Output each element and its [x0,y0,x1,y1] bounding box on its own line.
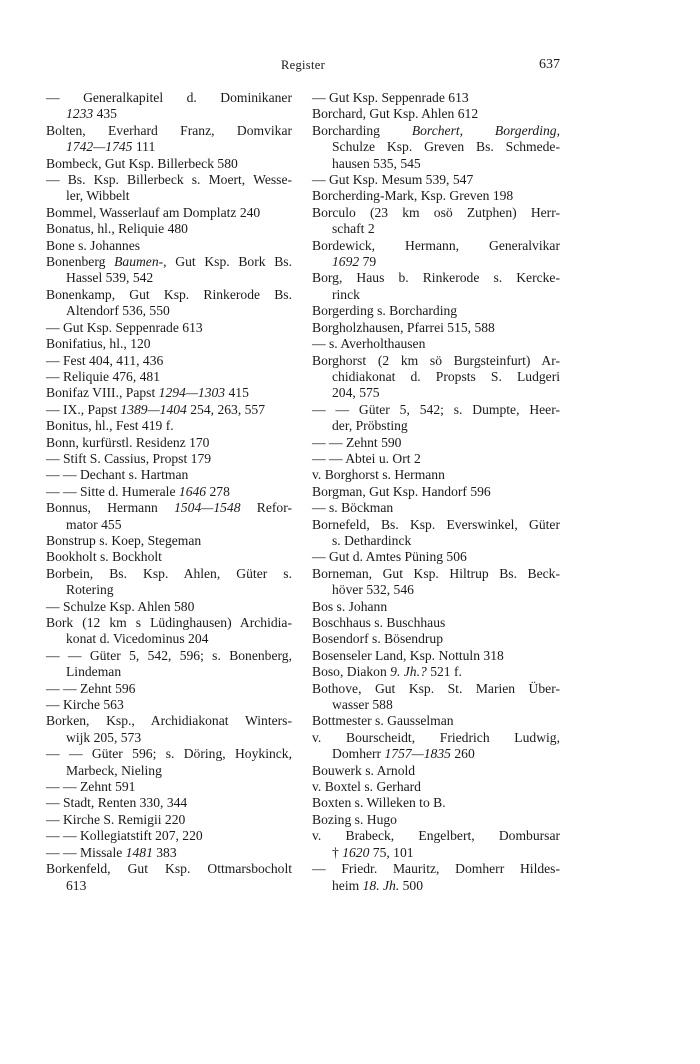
entry-continuation-line: Rotering [66,582,114,598]
entry-headword-line: — — Güter 5, 542; s. Dumpte, Heer- [312,401,560,417]
entry-headword-line: Boschhaus s. Buschhaus [312,615,446,630]
entry-headword-line: — — Dechant s. Hartman [46,467,189,483]
register-entry [46,746,292,779]
entry-headword-line: — — Güter 5, 542, 596; s. Bonenberg, [46,647,292,663]
entry-headword-line: Bookholt s. Bockholt [46,549,162,565]
register-entry [46,845,292,861]
entry-continuation-line: 1742—1745 111 [66,139,156,155]
register-entry [312,517,560,550]
register-entry [46,467,292,483]
register-entry [46,287,292,320]
register-entry [46,648,292,681]
entry-headword-line: — — Güter 596; s. Döring, Hoykinck, [46,746,292,762]
register-entry [46,320,292,336]
register-entry [46,812,292,828]
entry-continuation-line: 1233 435 [66,106,117,122]
entry-headword-line: Bouwerk s. Arnold [312,762,416,778]
entry-headword-line: — Kirche 563 [46,697,124,713]
entry-continuation-line: heim 18. Jh. 500 [332,877,424,893]
entry-headword-line: — Generalkapitel d. Dominikaner [46,90,292,105]
entry-headword-line: v. Brabeck, Engelbert, Dombursar [312,828,560,844]
entry-headword-line: — Bs. Ksp. Billerbeck s. Moert, Wesse- [46,172,292,188]
entry-headword-line: — Gut Ksp. Seppenrade 613 [312,90,469,105]
register-entry [312,648,560,664]
entry-continuation-line: hausen 535, 545 [332,155,421,171]
register-entry [312,615,560,631]
entry-headword-line: — — Zehnt 596 [46,680,136,696]
entry-headword-line: Borgman, Gut Ksp. Handorf 596 [312,483,491,499]
entry-headword-line: Bozing s. Hugo [312,811,397,827]
register-entry [46,369,292,385]
register-entry [46,90,292,123]
register-entry [312,90,560,106]
entry-headword-line: Bonenkamp, Gut Ksp. Rinkerode Bs. [46,286,292,302]
entry-headword-line: — Kirche S. Remigii 220 [46,811,186,827]
register-entry [46,418,292,434]
entry-headword-line: — Stift S. Cassius, Propst 179 [46,450,212,466]
entry-headword-line: v. Boxtel s. Gerhard [312,779,421,795]
register-entry [46,828,292,844]
entry-headword-line: — — Missale 1481 383 [46,844,177,860]
register-entry [312,205,560,238]
page-number: 637 [539,57,560,72]
register-entry [46,221,292,237]
entry-continuation-line: schaft 2 [332,221,375,237]
register-entry [312,631,560,647]
entry-headword-line: Borchard, Gut Ksp. Ahlen 612 [312,106,479,122]
entry-continuation-line: konat d. Vicedominus 204 [66,631,209,647]
register-entry [312,402,560,435]
register-entry [46,500,292,533]
entry-headword-line: — Reliquie 476, 481 [46,368,161,384]
entry-continuation-line: 1692 79 [332,254,377,270]
register-entry [312,303,560,319]
register-entry [312,861,560,894]
entry-headword-line: Borgerding s. Borcharding [312,303,458,319]
entry-headword-line: Bombeck, Gut Ksp. Billerbeck 580 [46,155,238,171]
entry-headword-line: — — Zehnt 590 [312,434,402,450]
register-entry [46,713,292,746]
entry-headword-line: Borkenfeld, Gut Ksp. Ottmarsbocholt [46,861,292,877]
entry-headword-line: — Gut Ksp. Mesum 539, 547 [312,172,474,188]
register-entry [312,730,560,763]
entry-headword-line: Bolten, Everhard Franz, Domvikar [46,122,292,138]
entry-headword-line: Borbein, Bs. Ksp. Ahlen, Güter s. [46,565,292,581]
entry-continuation-line: rinck [332,286,360,302]
register-entry [312,664,560,680]
register-entry [46,238,292,254]
register-column-left [46,90,292,894]
register-entry [46,205,292,221]
entry-headword-line: Bosenseler Land, Ksp. Nottuln 318 [312,647,504,663]
register-column-right [312,90,560,894]
entry-continuation-line: Hassel 539, 542 [66,270,154,286]
register-entry [46,615,292,648]
register-entry [46,484,292,500]
entry-continuation-line: 204, 575 [332,385,380,401]
entry-headword-line: — s. Averholthausen [312,336,426,352]
register-entry [312,828,560,861]
register-entry [312,763,560,779]
register-entry [46,353,292,369]
entry-headword-line: Borneman, Gut Ksp. Hiltrup Bs. Beck- [312,565,560,581]
entry-headword-line: — — Sitte d. Humerale 1646 278 [46,483,230,499]
entry-headword-line: — Gut d. Amtes Püning 506 [312,549,467,565]
entry-headword-line: — — Abtei u. Ort 2 [312,450,421,466]
entry-headword-line: v. Borghorst s. Hermann [312,467,445,483]
register-entry [46,336,292,352]
entry-headword-line: Bone s. Johannes [46,237,141,253]
register-entry [46,172,292,205]
entry-headword-line: Bornefeld, Bs. Ksp. Everswinkel, Güter [312,516,560,532]
register-entry [312,188,560,204]
register-entry [312,484,560,500]
entry-headword-line: Boxten s. Willeken to B. [312,795,446,811]
entry-continuation-line: der, Pröbsting [332,418,408,434]
register-entry [46,599,292,615]
register-entry [312,812,560,828]
entry-continuation-line: höver 532, 546 [332,582,414,598]
entry-headword-line: Bork (12 km s Lüdinghausen) Archidia- [46,615,292,630]
entry-continuation-line: Domherr 1757—1835 260 [332,746,475,762]
register-entry [312,270,560,303]
register-entry [312,566,560,599]
entry-headword-line: — — Kollegiatstift 207, 220 [46,828,203,844]
entry-headword-line: — — Zehnt 591 [46,779,136,795]
register-entry [312,238,560,271]
entry-headword-line: Borg, Haus b. Rinkerode s. Kercke- [312,270,560,286]
register-entry [46,402,292,418]
entry-headword-line: Borken, Ksp., Archidiakonat Winters- [46,713,292,729]
register-entry [312,779,560,795]
entry-continuation-line: ler, Wibbelt [66,188,130,204]
entry-headword-line: Borgholzhausen, Pfarrei 515, 588 [312,319,495,335]
register-entry [312,500,560,516]
register-entry [46,435,292,451]
register-entry [46,533,292,549]
entry-headword-line: — Friedr. Mauritz, Domherr Hildes- [312,861,560,877]
entry-headword-line: Bonatus, hl., Reliquie 480 [46,221,188,237]
entry-headword-line: Bonn, kurfürstl. Residenz 170 [46,434,210,450]
register-entry [46,795,292,811]
register-entry [46,566,292,599]
register-entry [46,681,292,697]
entry-continuation-line: s. Dethardinck [332,532,412,548]
entry-headword-line: Borcherding-Mark, Ksp. Greven 198 [312,188,514,204]
register-entry [312,713,560,729]
entry-headword-line: Borculo (23 km osö Zutphen) Herr- [312,204,560,220]
entry-headword-line: — IX., Papst 1389—1404 254, 263, 557 [46,401,266,417]
entry-headword-line: v. Bourscheidt, Friedrich Ludwig, [312,729,560,745]
register-entry [46,385,292,401]
register-entry [312,320,560,336]
page-header [46,58,560,78]
entry-headword-line: — s. Böckman [312,500,394,516]
register-entry [312,336,560,352]
register-entry [46,697,292,713]
register-entry [312,435,560,451]
entry-headword-line: Boso, Diakon 9. Jh.? 521 f. [312,664,462,680]
register-entry [46,254,292,287]
entry-headword-line: Borghorst (2 km sö Burgsteinfurt) Ar- [312,352,560,368]
entry-continuation-line: Marbeck, Nieling [66,762,162,778]
entry-continuation-line: 613 [66,877,87,893]
register-entry [312,467,560,483]
register-entry [312,599,560,615]
entry-headword-line: Bonifatius, hl., 120 [46,336,151,352]
entry-headword-line: — Gut Ksp. Seppenrade 613 [46,319,203,335]
register-entry [312,451,560,467]
entry-headword-line: — Stadt, Renten 330, 344 [46,795,188,811]
entry-continuation-line: wasser 588 [332,697,393,713]
entry-headword-line: Bommel, Wasserlauf am Domplatz 240 [46,204,261,220]
entry-continuation-line: chidiakonat d. Propsts S. Ludgeri [332,368,560,384]
entry-headword-line: Bonenberg Baumen-, Gut Ksp. Bork Bs. [46,254,292,270]
entry-headword-line: Bothove, Gut Ksp. St. Marien Über- [312,680,560,696]
register-entry [312,795,560,811]
entry-headword-line: Bonnus, Hermann 1504—1548 Refor- [46,500,292,516]
entry-headword-line: Bonifaz VIII., Papst 1294—1303 415 [46,385,249,401]
register-entry [312,123,560,172]
register-entry [46,779,292,795]
register-entry [46,549,292,565]
entry-headword-line: Bos s. Johann [312,598,388,614]
entry-headword-line: Bonstrup s. Koep, Stegeman [46,532,202,548]
entry-headword-line: — Schulze Ksp. Ahlen 580 [46,598,195,614]
register-entry [46,861,292,894]
entry-headword-line: Bosendorf s. Bösendrup [312,631,444,647]
register-entry [312,172,560,188]
register-entry [46,156,292,172]
entry-headword-line: Borcharding Borchert, Borgerding, [312,122,560,138]
entry-continuation-line: Lindeman [66,664,122,680]
register-entry [312,106,560,122]
register-entry [312,681,560,714]
entry-continuation-line: wijk 205, 573 [66,729,142,745]
entry-headword-line: Bonitus, hl., Fest 419 f. [46,418,174,434]
register-entry [312,353,560,402]
entry-headword-line: Bordewick, Hermann, Generalvikar [312,237,560,253]
running-title: Register [280,58,326,72]
entry-continuation-line: Altendorf 536, 550 [66,303,170,319]
register-entry [46,451,292,467]
entry-continuation-line: Schulze Ksp. Greven Bs. Schmede- [332,139,560,155]
entry-headword-line: Bottmester s. Gausselman [312,713,454,729]
entry-continuation-line: † 1620 75, 101 [332,844,414,860]
register-entry [312,549,560,565]
entry-headword-line: — Fest 404, 411, 436 [46,352,164,368]
entry-continuation-line: mator 455 [66,516,122,532]
register-entry [46,123,292,156]
